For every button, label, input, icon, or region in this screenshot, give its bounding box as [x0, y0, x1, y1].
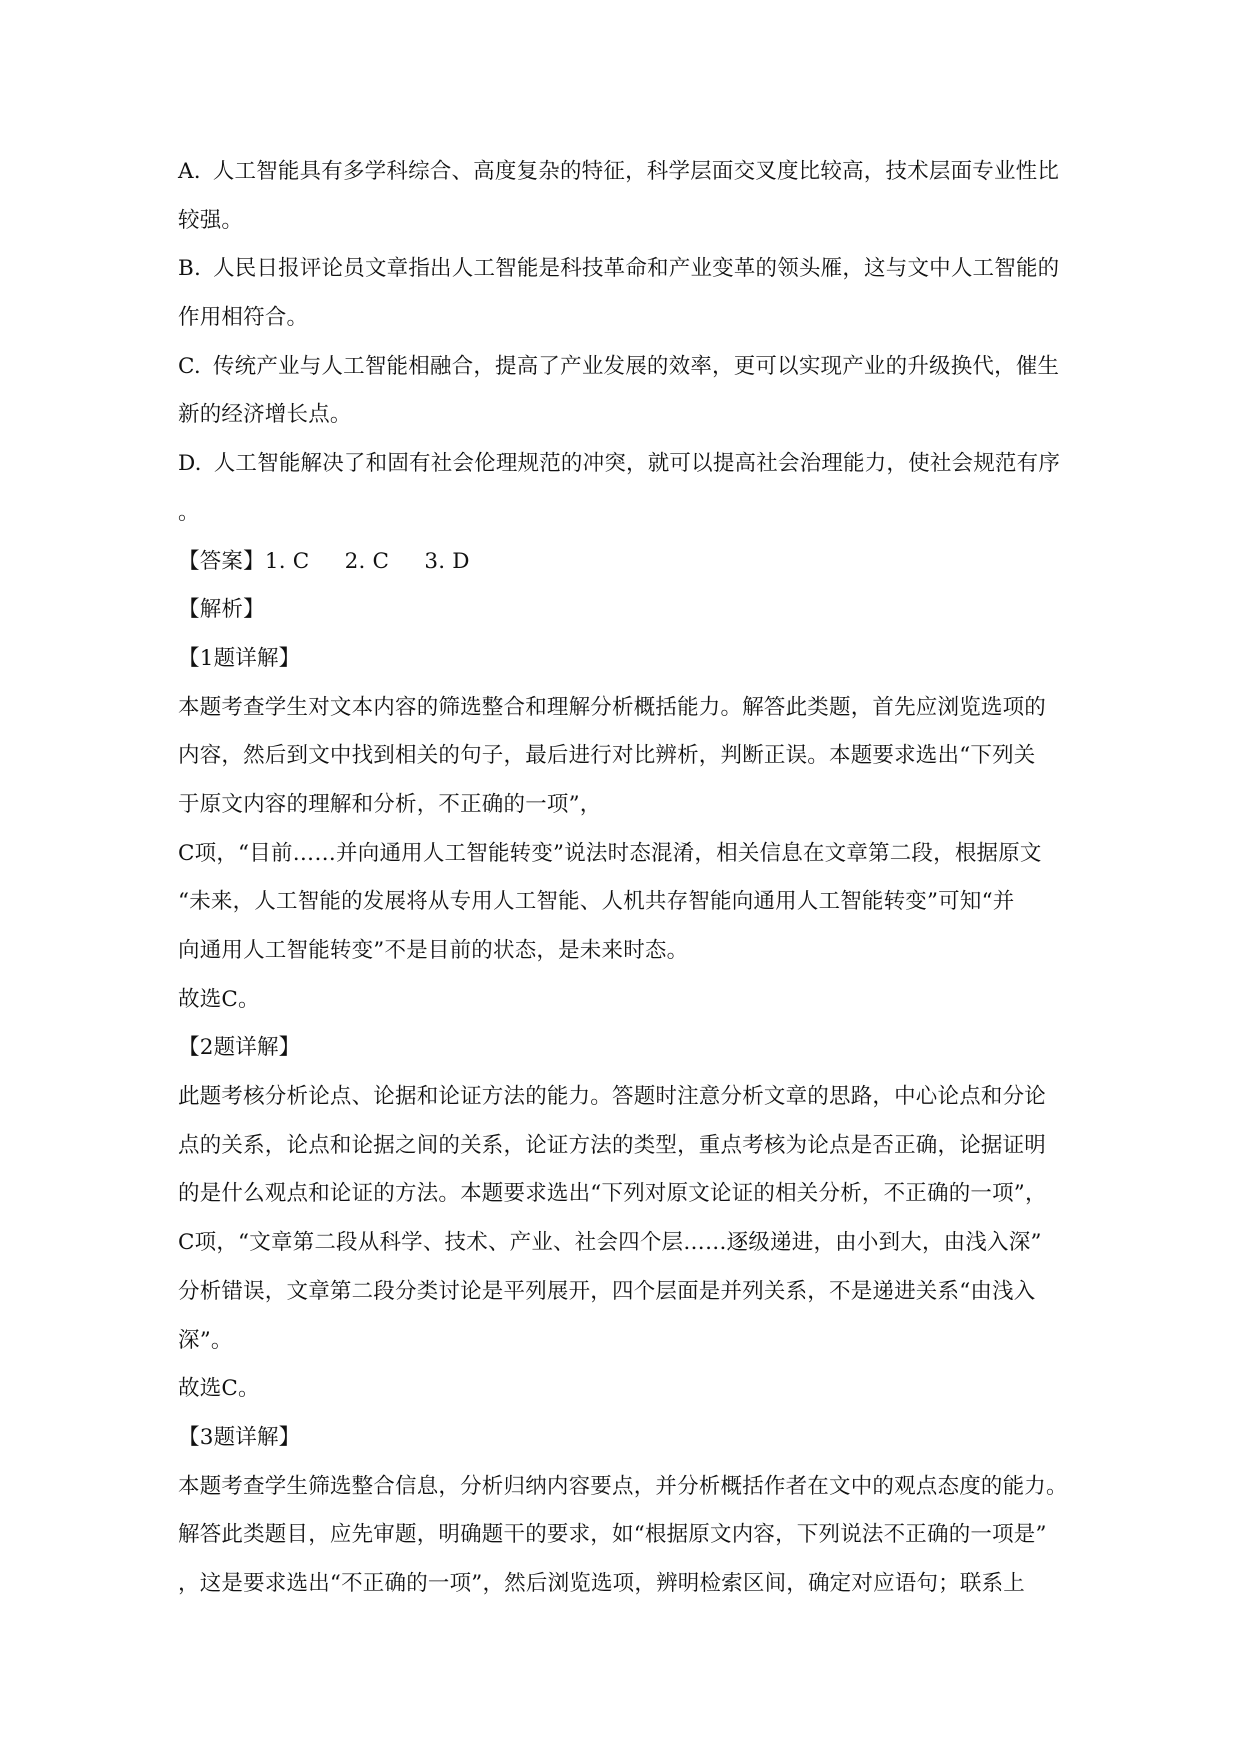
- q2-line: C项，“文章第二段从科学、技术、产业、社会四个层……逐级递进，由小到大，由浅入深”: [178, 1230, 1042, 1256]
- q1-line: “未来，人工智能的发展将从专用人工智能、人机共存智能向通用人工智能转变”可知“并: [178, 889, 1015, 915]
- q1-line: 向通用人工智能转变”不是目前的状态，是未来时态。: [178, 938, 689, 963]
- q1-line: 本题考查学生对文本内容的筛选整合和理解分析概括能力。解答此类题，首先应浏览选项的: [178, 694, 1047, 720]
- q2-heading: 【2题详解】: [178, 1035, 301, 1061]
- option-a-line-2: 较强。: [178, 207, 244, 233]
- q3-line: 本题考查学生筛选整合信息，分析归纳内容要点，并分析概括作者在文中的观点态度的能力。: [178, 1473, 1068, 1499]
- answer-text: 1. C 2. C 3. D: [264, 548, 470, 574]
- q2-line: 分析错误，文章第二段分类讨论是平列展开，四个层面是并列关系，不是递进关系“由浅入: [178, 1278, 1036, 1304]
- q2-line: 深”。: [178, 1327, 233, 1353]
- option-d-letter: D.: [178, 451, 202, 477]
- q2-line: 的是什么观点和论证的方法。本题要求选出“下列对原文论证的相关分析，不正确的一项”，: [178, 1181, 1047, 1207]
- option-c-line-1: C. 传统产业与人工智能相融合，提高了产业发展的效率，更可以实现产业的升级换代，催生: [178, 353, 1060, 379]
- option-a-line-1: A. 人工智能具有多学科综合、高度复杂的特征，科学层面交叉度比较高，技术层面专业性比: [178, 159, 1060, 184]
- q1-conclusion: 故选C。: [178, 986, 260, 1012]
- answer-label: 【答案】: [178, 548, 265, 574]
- option-d-line-2: 。: [178, 499, 200, 525]
- answer-line: [178, 538, 1071, 587]
- q1-heading: 【1题详解】: [178, 645, 301, 671]
- q2-line: 此题考核分析论点、论据和论证方法的能力。答题时注意分析文章的思路，中心论点和分论: [178, 1084, 1047, 1110]
- option-b-line-2: 作用相符合。: [178, 305, 309, 331]
- q2-conclusion: 故选C。: [178, 1376, 260, 1402]
- option-b-line-1: B. 人民日报评论员文章指出人工智能是科技革命和产业变革的领头雁，这与文中人工智能的: [178, 256, 1060, 282]
- q1-line: 于原文内容的理解和分析，不正确的一项”，: [178, 791, 602, 817]
- q1-line: 内容，然后到文中找到相关的句子，最后进行对比辨析，判断正误。本题要求选出“下列关: [178, 743, 1036, 769]
- option-c-line-2: 新的经济增长点。: [178, 402, 352, 428]
- q3-heading: 【3题详解】: [178, 1424, 301, 1450]
- q3-line: 解答此类题目，应先审题，明确题干的要求，如“根据原文内容，下列说法不正确的一项是”: [178, 1522, 1047, 1548]
- analysis-label: 【解析】: [178, 597, 265, 623]
- option-c-letter: C.: [178, 353, 201, 379]
- option-a-letter: A.: [178, 159, 201, 184]
- option-b-letter: B.: [178, 256, 202, 282]
- q3-line: ，这是要求选出“不正确的一项”，然后浏览选项，辨明检索区间，确定对应语句；联系上: [178, 1570, 1025, 1596]
- option-d-line-1: D. 人工智能解决了和固有社会伦理规范的冲突，就可以提高社会治理能力，使社会规范有序: [178, 451, 1061, 477]
- q2-line: 点的关系，论点和论据之间的关系，论证方法的类型，重点考核为论点是否正确，论据证明: [178, 1132, 1047, 1158]
- q1-line: C项，“目前……并向通用人工智能转变”说法时态混淆，相关信息在文章第二段，根据原文: [178, 840, 1042, 866]
